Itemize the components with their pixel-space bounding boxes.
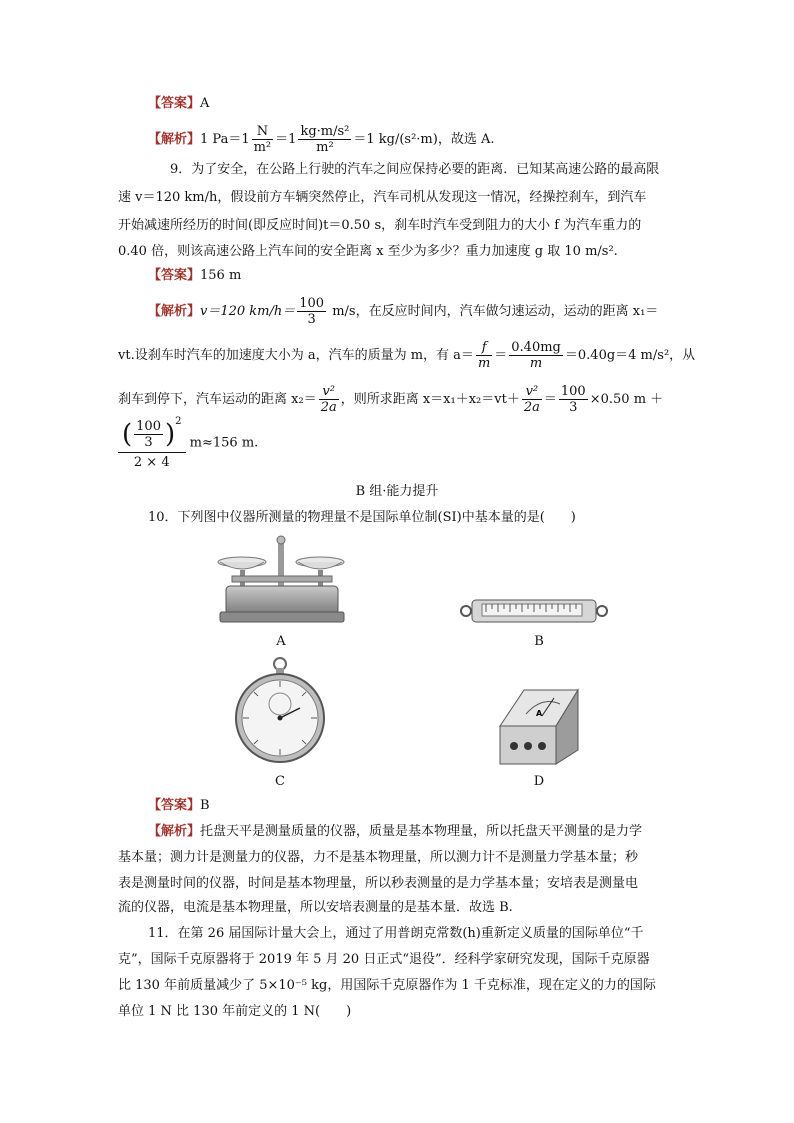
- formula-text: ＝0.40g＝4 m/s²，从: [564, 348, 696, 363]
- option-label-d: D: [533, 774, 545, 789]
- q10-answer-line: [148, 796, 210, 816]
- fraction: [134, 419, 163, 450]
- formula-text: m/s，在反应时间内，汽车做匀速运动，运动的距离 x₁＝: [328, 304, 659, 319]
- fraction: [522, 384, 542, 415]
- fraction: [476, 340, 492, 371]
- q11-line-3: 比 130 年前质量减少了 5×10⁻⁵ kg，用国际千克原器作为 1 千克标准，现在定义的力的国际: [118, 978, 656, 993]
- spring-scale-image: [460, 594, 610, 628]
- answer-tag: 【答案】: [148, 268, 201, 283]
- stopwatch-image: [232, 656, 328, 766]
- q9-analysis-line-1: [148, 296, 658, 327]
- q10-analysis-line-2: 基本量；测力计是测量力的仪器，力不是基本物理量，所以测力计不是测量力学基本量；秒: [118, 850, 639, 865]
- big-fraction: [118, 416, 186, 470]
- analysis-tag: 【解析】: [148, 824, 201, 839]
- q11-line-4: 单位 1 N 比 130 年前定义的 1 N( ): [118, 1004, 352, 1019]
- fraction: [298, 124, 351, 155]
- big-numerator: ( $\frac{100}{3}$ )$^2$: [118, 416, 186, 453]
- fraction: [297, 296, 326, 327]
- fraction: [319, 384, 339, 415]
- numerator: 100: [136, 419, 161, 434]
- numerator: v²: [319, 384, 339, 400]
- numerator: 100: [299, 296, 325, 311]
- q10-stem: 10．下列图中仪器所测量的物理量不是国际单位制(SI)中基本量的是( ): [148, 510, 576, 525]
- q9-analysis-line-3: [118, 384, 663, 415]
- q8-analysis-line: [148, 124, 494, 155]
- denominator: m²: [253, 140, 272, 155]
- numerator: 0.40mg: [511, 340, 561, 355]
- answer-value: 156 m: [200, 268, 242, 283]
- analysis-tag: 【解析】: [148, 132, 201, 147]
- q11-line-2: 克”，国际千克原器将于 2019 年 5 月 20 日正式“退役”．经科学家研究发现，国际千克原器: [118, 952, 650, 967]
- option-label-c: C: [275, 774, 285, 789]
- formula-text: ，则所求距离 x＝x₁＋x₂＝vt＋: [340, 392, 520, 407]
- q9-stem-line-1: 9．为了安全，在公路上行驶的汽车之间应保持必要的距离．已知某高速公路的最高限: [170, 162, 660, 177]
- q9-analysis-line-4: [118, 416, 258, 470]
- meter-letter: A: [536, 709, 543, 718]
- q10-analysis-line-3: 表是测量时间的仪器，时间是基本物理量，所以秒表测量的是力学基本量；安培表是测量电: [118, 876, 639, 891]
- formula-text: m≈156 m.: [185, 435, 259, 451]
- q10-analysis-line-4: 流的仪器，电流是基本物理量，所以安培表测量的是基本量．故选 B.: [118, 900, 513, 915]
- balance-scale-image: [212, 532, 352, 628]
- q9-stem-line-4: 0.40 倍，则该高速公路上汽车间的安全距离 x 至少为多少？重力加速度 g 取 10 m/s².: [118, 244, 618, 259]
- fraction: [559, 384, 588, 415]
- q11-line-1: 11．在第 26 届国际计量大会上，通过了用普朗克常数(h)重新定义质量的国际单位“千: [148, 926, 644, 941]
- denominator: 3: [307, 312, 316, 327]
- q9-answer-line: [148, 266, 241, 286]
- formula-text: v＝120 km/h＝: [200, 304, 296, 319]
- formula-text: 1 Pa＝1: [200, 132, 250, 147]
- numerator: 100: [560, 384, 586, 399]
- analysis-tag: 【解析】: [148, 304, 201, 319]
- option-label-b: B: [534, 634, 544, 649]
- analysis-text: 托盘天平是测量质量的仪器，质量是基本物理量，所以托盘天平测量的是力学: [200, 824, 643, 839]
- q9-stem-line-3: 开始减速所经历的时间(即反应时间)t＝0.50 s，刹车时汽车受到阻力的大小 f 为汽车重力的: [118, 218, 642, 233]
- answer-tag: 【答案】: [148, 798, 201, 813]
- denominator: 3: [144, 435, 153, 450]
- q10-analysis-line-1: [148, 822, 642, 842]
- answer-value: A: [200, 96, 210, 111]
- fraction: [252, 124, 274, 155]
- formula-text: ×0.50 m ＋: [589, 392, 664, 407]
- formula-text: ＝1 kg/(s²·m)，故选 A.: [353, 132, 495, 147]
- section-heading: B 组·能力提升: [355, 484, 439, 499]
- denominator: m: [477, 356, 491, 371]
- exponent: 2: [175, 416, 182, 427]
- q9-analysis-line-2: [118, 340, 695, 371]
- formula-text: 刹车到停下，汽车运动的距离 x₂＝: [118, 392, 317, 407]
- numerator: v²: [522, 384, 542, 400]
- big-denominator: 2 × 4: [133, 455, 170, 470]
- answer-tag: 【答案】: [148, 96, 201, 111]
- formula-text: ＝1: [275, 132, 297, 147]
- numerator: N: [252, 124, 274, 140]
- numerator: f: [476, 340, 492, 356]
- q8-answer-line: [148, 94, 209, 114]
- formula-text: ＝: [543, 392, 557, 407]
- answer-value: B: [200, 798, 210, 813]
- denominator: m: [529, 356, 543, 371]
- denominator: 2a: [523, 400, 540, 415]
- fraction: [509, 340, 563, 371]
- formula-text: ＝: [494, 348, 508, 363]
- denominator: m²: [316, 140, 334, 155]
- option-label-a: A: [276, 634, 286, 649]
- denominator: 3: [569, 400, 578, 415]
- numerator: kg·m/s²: [300, 124, 350, 139]
- ammeter-image: [496, 686, 582, 768]
- denominator: 2a: [320, 400, 337, 415]
- q9-stem-line-2: 速 v＝120 km/h，假设前方车辆突然停止，汽车司机从发现这一情况，经操控刹车，到汽车: [118, 190, 647, 205]
- formula-text: vt.设刹车时汽车的加速度大小为 a，汽车的质量为 m，有 a＝: [118, 348, 474, 363]
